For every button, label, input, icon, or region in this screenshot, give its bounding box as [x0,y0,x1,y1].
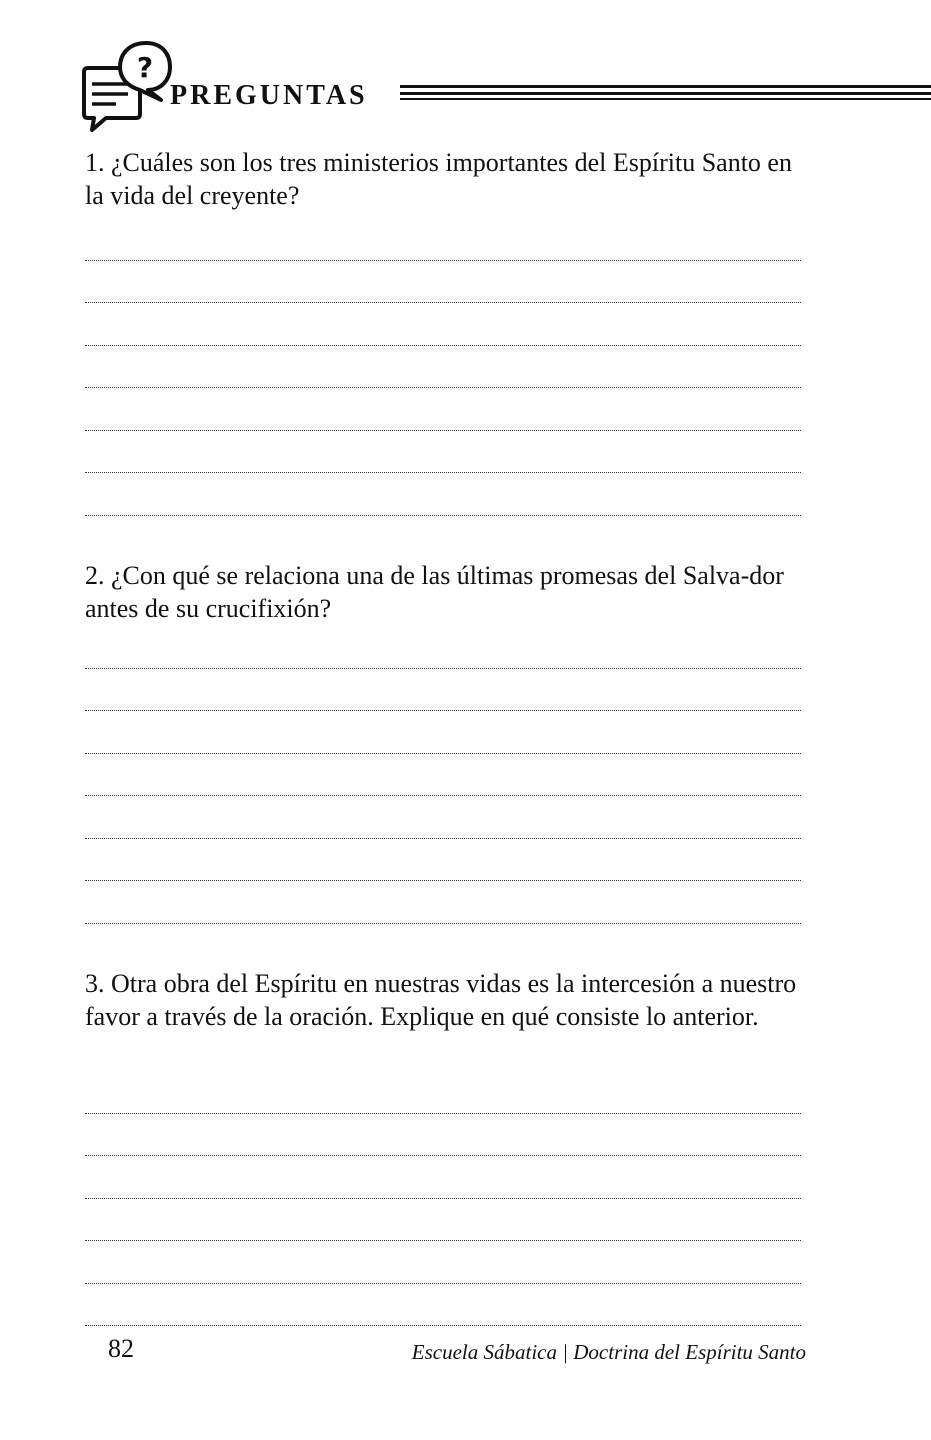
answer-line [85,302,801,303]
section-title: PREGUNTAS [170,80,368,111]
answer-line [85,1240,801,1241]
page-footer [0,1330,931,1380]
answer-line [85,838,801,839]
question-mark-glyph: ? [136,51,154,84]
question-1: 1. ¿Cuáles son los tres ministerios importantes del Espíritu Santo en la vida del creyente? [85,148,792,210]
answer-line [85,1198,801,1199]
question-3: 3. Otra obra del Espíritu en nuestras vidas es la intercesión a nuestro favor a través de la oración. Explique en qué consiste lo anterior. [85,969,797,1031]
answer-line [85,1113,801,1114]
answer-line [85,880,801,881]
answer-line [85,753,801,754]
section-header [78,40,931,135]
answer-line [85,1155,801,1156]
speech-bubbles-question-icon [78,40,173,135]
answer-line [85,430,801,431]
answer-line [85,1325,801,1326]
page-number: 82 [108,1334,134,1363]
answer-line [85,387,801,388]
answer-line [85,795,801,796]
answer-line [85,668,801,669]
header-rule [400,85,931,101]
answer-line [85,515,801,516]
answer-line [85,1283,801,1284]
answer-line [85,923,801,924]
question-2: 2. ¿Con qué se relaciona una de las últimas promesas del Salva-dor antes de su crucifixión? [85,561,784,623]
answer-line [85,472,801,473]
answer-line [85,345,801,346]
answer-line [85,710,801,711]
running-title: Escuela Sábatica | Doctrina del Espíritu Santo [411,1340,806,1364]
answer-line [85,260,801,261]
